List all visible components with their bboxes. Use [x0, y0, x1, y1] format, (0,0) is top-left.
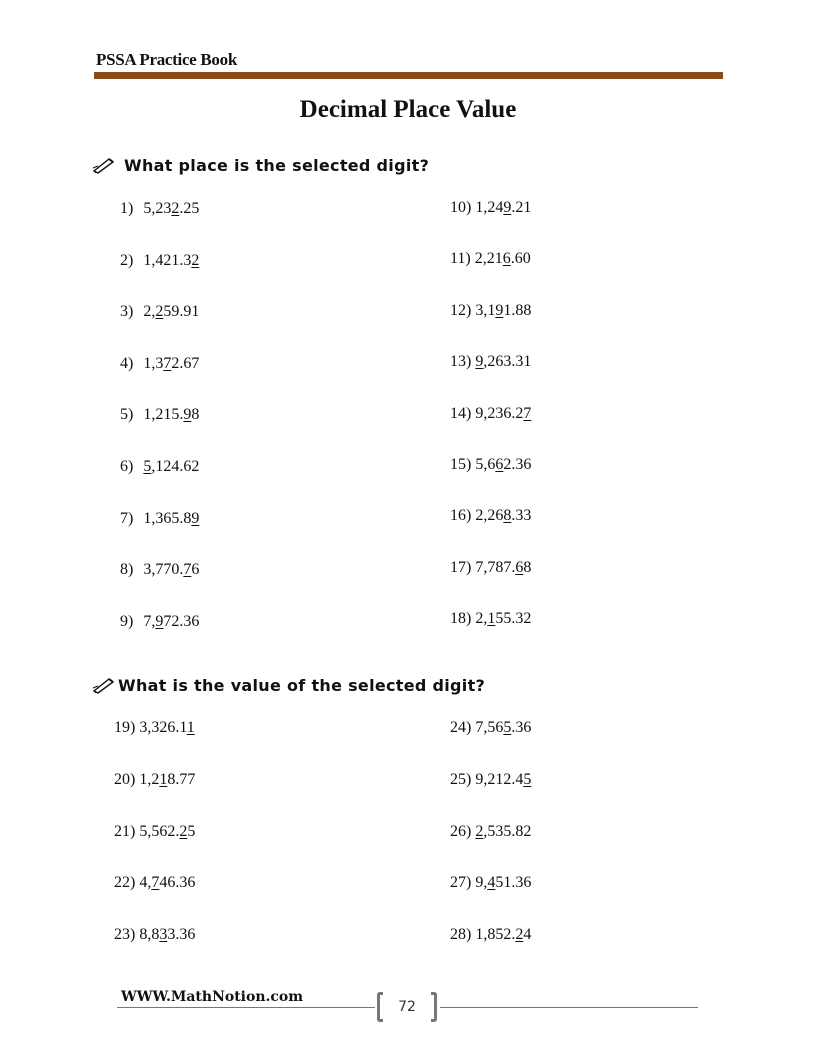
problem-number: 12) — [450, 301, 472, 319]
value-leading-digits: 2,21 — [474, 250, 503, 268]
value-trailing-digits: 46.36 — [159, 874, 196, 892]
problem-value — [475, 610, 531, 627]
pencil-icon — [92, 678, 116, 694]
value-leading-digits: 2,26 — [475, 507, 504, 525]
section2-heading-text: What is the value of the selected digit? — [118, 676, 486, 695]
value-trailing-digits: 4 — [523, 926, 532, 944]
problem-item — [450, 507, 531, 525]
problem-number: 3) — [120, 303, 134, 321]
problem-number: 21) — [114, 822, 136, 840]
problem-number: 2) — [120, 251, 134, 269]
problem-value — [475, 771, 531, 788]
problem-value — [475, 507, 531, 524]
value-leading-digits: 2, — [143, 303, 156, 321]
selected-digit: 5 — [143, 458, 152, 475]
problem-value — [143, 200, 199, 217]
selected-digit: 5 — [503, 719, 512, 736]
selected-digit: 2 — [191, 251, 200, 269]
problem-value — [143, 458, 199, 475]
selected-digit: 4 — [487, 874, 496, 892]
selected-digit: 7 — [163, 354, 172, 372]
selected-digit: 3 — [159, 926, 168, 944]
problem-value — [143, 252, 199, 269]
selected-digit: 1 — [487, 610, 496, 628]
selected-digit: 9 — [475, 353, 484, 371]
problem-item — [120, 252, 199, 270]
problem-item — [450, 199, 531, 217]
value-trailing-digits: 59.91 — [163, 303, 200, 321]
pencil-icon — [92, 158, 116, 174]
problem-number: 28) — [450, 926, 472, 944]
selected-digit: 2 — [171, 200, 180, 217]
problem-item — [450, 353, 531, 371]
problem-number: 23) — [114, 926, 136, 944]
problem-value — [475, 874, 531, 891]
problem-value — [139, 926, 195, 943]
problem-number: 11) — [450, 250, 471, 268]
problem-value — [143, 510, 199, 527]
selected-digit: 2 — [179, 822, 188, 840]
problem-number: 19) — [114, 719, 136, 736]
value-leading-digits: 2, — [475, 610, 488, 628]
problem-value — [143, 303, 199, 320]
problem-item — [120, 510, 199, 528]
value-trailing-digits: 3.36 — [167, 926, 196, 944]
value-leading-digits: 9,236.2 — [475, 404, 524, 422]
problem-item — [450, 610, 531, 628]
problem-item — [120, 613, 199, 631]
problem-item — [120, 303, 199, 321]
problem-number: 18) — [450, 610, 472, 628]
header-title: PSSA Practice Book — [96, 50, 237, 69]
selected-digit: 9 — [183, 406, 192, 424]
value-trailing-digits: .36 — [511, 719, 532, 736]
problem-number: 27) — [450, 874, 472, 892]
problem-number: 6) — [120, 458, 134, 475]
problem-number: 15) — [450, 456, 472, 473]
section2-heading — [92, 676, 485, 695]
value-trailing-digits: 55.32 — [495, 610, 532, 628]
problem-item — [114, 719, 195, 737]
value-leading-digits: 1,852. — [475, 926, 516, 944]
problem-value — [475, 405, 531, 422]
page-bracket-right — [431, 992, 437, 1022]
problem-number: 22) — [114, 874, 136, 892]
value-trailing-digits: 1.88 — [503, 301, 532, 319]
value-leading-digits: 3,770. — [143, 561, 184, 579]
problem-number: 13) — [450, 353, 472, 371]
problem-value — [475, 456, 531, 473]
value-leading-digits: 1,2 — [139, 770, 160, 788]
value-leading-digits: 5,6 — [475, 456, 496, 473]
problem-item — [114, 771, 195, 789]
problem-number: 10) — [450, 199, 472, 216]
page-title: Decimal Place Value — [299, 96, 517, 123]
problem-value — [475, 926, 531, 943]
value-trailing-digits: 6 — [191, 561, 200, 579]
selected-digit: 6 — [515, 558, 524, 576]
footer-website: WWW.MathNotion.com — [121, 989, 304, 1005]
value-trailing-digits: .60 — [510, 250, 531, 268]
problem-number: 25) — [450, 770, 472, 788]
header-rule — [94, 72, 723, 79]
value-leading-digits: 7,56 — [475, 719, 504, 736]
value-trailing-digits: .25 — [179, 200, 200, 217]
value-leading-digits: 5,23 — [143, 200, 172, 217]
problem-value — [139, 823, 195, 840]
problem-value — [143, 355, 199, 372]
selected-digit: 9 — [155, 612, 164, 630]
value-trailing-digits: ,535.82 — [483, 822, 532, 840]
selected-digit: 7 — [523, 404, 532, 422]
problem-value — [143, 406, 199, 423]
problem-value — [139, 719, 194, 736]
selected-digit: 1 — [186, 719, 195, 736]
value-leading-digits: 4, — [139, 874, 152, 892]
problem-item — [450, 559, 531, 577]
value-leading-digits: 9,212.4 — [475, 770, 524, 788]
value-leading-digits: 8,8 — [139, 926, 160, 944]
value-trailing-digits: ,263.31 — [483, 353, 532, 371]
problem-number: 7) — [120, 509, 134, 527]
value-trailing-digits: 2.36 — [503, 456, 532, 473]
selected-digit: 1 — [159, 770, 168, 788]
value-trailing-digits: ,124.62 — [151, 458, 200, 475]
selected-digit: 2 — [155, 303, 164, 321]
problem-item — [450, 771, 531, 789]
problem-value — [475, 823, 531, 840]
selected-digit: 2 — [515, 926, 524, 944]
value-leading-digits: 1,421.3 — [143, 251, 192, 269]
problem-item — [450, 874, 531, 892]
problem-item — [120, 561, 199, 579]
value-leading-digits: 7, — [143, 612, 156, 630]
value-trailing-digits: 2.67 — [171, 354, 200, 372]
selected-digit: 9 — [495, 301, 504, 319]
value-trailing-digits: 8 — [523, 558, 532, 576]
value-trailing-digits: .21 — [511, 199, 532, 216]
problem-item — [114, 823, 195, 841]
selected-digit: 7 — [151, 874, 160, 892]
problem-value — [143, 613, 199, 630]
problem-number: 20) — [114, 770, 136, 788]
selected-digit: 5 — [523, 770, 532, 788]
problem-item — [120, 406, 199, 424]
problem-item — [450, 719, 531, 737]
problem-number: 26) — [450, 822, 472, 840]
problem-value — [139, 771, 195, 788]
value-trailing-digits: 72.36 — [163, 612, 200, 630]
problem-item — [120, 355, 199, 373]
problem-number: 1) — [120, 200, 134, 217]
selected-digit: 8 — [503, 507, 512, 525]
problem-item — [450, 926, 531, 944]
page-number: 72 — [398, 999, 416, 1015]
value-leading-digits: 5,562. — [139, 822, 180, 840]
problem-item — [114, 926, 195, 944]
problem-number: 14) — [450, 404, 472, 422]
problem-item — [114, 874, 195, 892]
value-leading-digits: 3,1 — [475, 301, 496, 319]
problem-item — [120, 200, 199, 218]
selected-digit: 9 — [191, 509, 200, 527]
value-leading-digits: 3,326.1 — [139, 719, 187, 736]
problem-value — [475, 353, 531, 370]
value-leading-digits: 1,365.8 — [143, 509, 192, 527]
problem-number: 16) — [450, 507, 472, 525]
problem-number: 5) — [120, 406, 134, 424]
value-trailing-digits: 8 — [191, 406, 200, 424]
problem-value — [475, 250, 531, 267]
problem-number: 17) — [450, 558, 472, 576]
value-leading-digits: 9, — [475, 874, 488, 892]
problem-number: 4) — [120, 354, 134, 372]
problem-value — [475, 559, 531, 576]
problem-value — [475, 199, 531, 216]
value-trailing-digits: 8.77 — [167, 770, 196, 788]
value-leading-digits: 1,215. — [143, 406, 184, 424]
selected-digit: 9 — [503, 199, 512, 216]
selected-digit: 2 — [475, 822, 484, 840]
selected-digit: 7 — [183, 561, 192, 579]
value-leading-digits: 1,3 — [143, 354, 164, 372]
value-trailing-digits: 51.36 — [495, 874, 532, 892]
footer-rule-left — [117, 1007, 375, 1008]
page-bracket-left — [377, 992, 383, 1022]
footer-rule-right — [440, 1007, 698, 1008]
selected-digit: 6 — [502, 250, 511, 268]
section1-heading-text: What place is the selected digit? — [124, 156, 430, 175]
problem-item — [120, 458, 199, 476]
problem-item — [450, 302, 531, 320]
problem-number: 9) — [120, 612, 134, 630]
value-trailing-digits: 5 — [187, 822, 196, 840]
problem-value — [143, 561, 199, 578]
problem-value — [475, 719, 531, 736]
problem-item — [450, 250, 531, 268]
selected-digit: 6 — [495, 456, 504, 473]
problem-item — [450, 405, 531, 423]
section1-heading — [92, 156, 429, 175]
value-leading-digits: 7,787. — [475, 558, 516, 576]
problem-value — [139, 874, 195, 891]
value-trailing-digits: .33 — [511, 507, 532, 525]
problem-item — [450, 823, 531, 841]
problem-number: 8) — [120, 561, 134, 579]
problem-number: 24) — [450, 719, 472, 736]
problem-value — [475, 302, 531, 319]
problem-item — [450, 456, 531, 474]
value-leading-digits: 1,24 — [475, 199, 504, 216]
